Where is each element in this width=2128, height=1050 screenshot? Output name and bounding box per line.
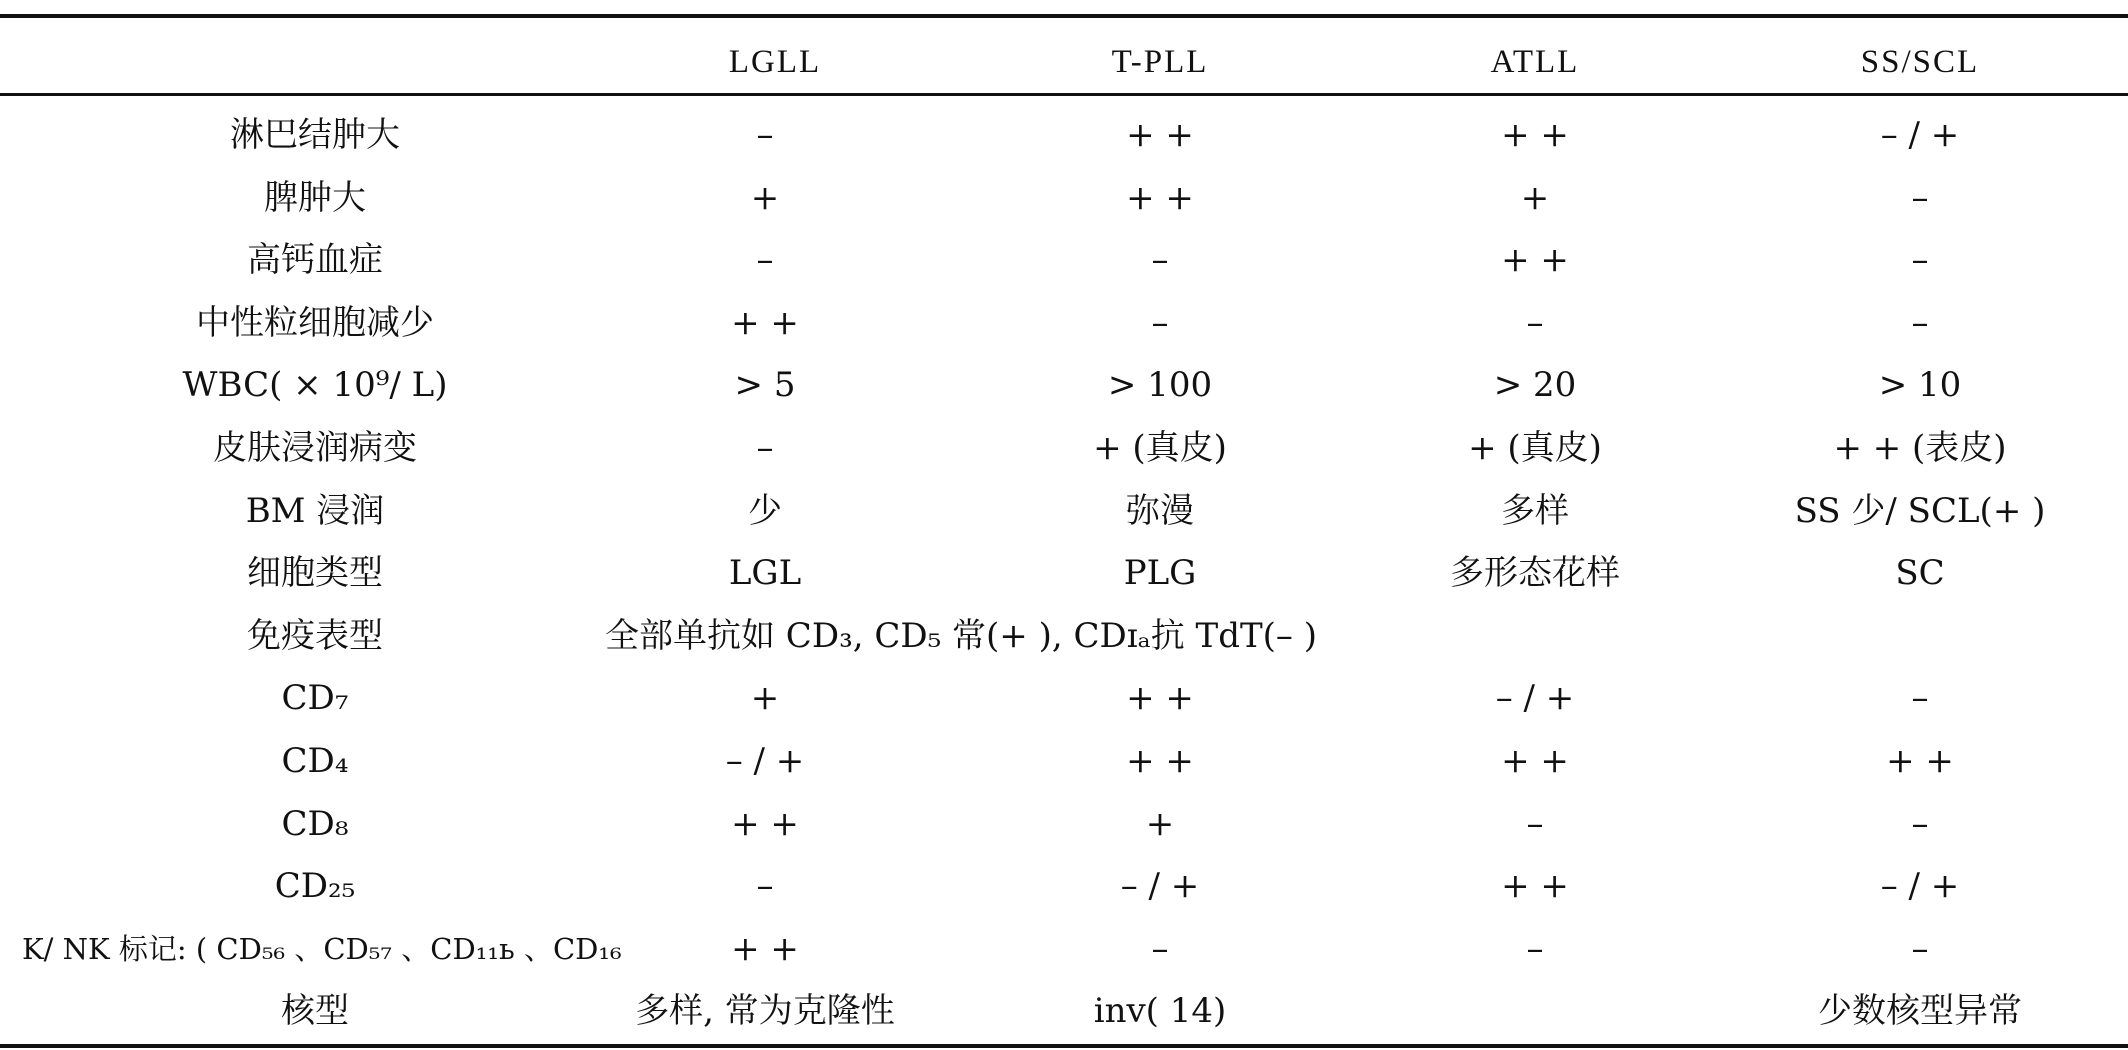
cell-atll: 多样 xyxy=(1501,490,1569,531)
cell-lgll: LGL xyxy=(728,553,802,594)
cell-lgll: – xyxy=(756,115,774,155)
cell-tpll: PLG xyxy=(1123,553,1197,594)
cell-atll: – / + xyxy=(1495,678,1575,719)
table-row xyxy=(0,542,2128,604)
cell-lgll: – xyxy=(756,428,774,468)
row-label: 皮肤浸润病变 xyxy=(213,428,417,468)
cell-ss-scl: – xyxy=(1911,928,1929,969)
table-row xyxy=(0,667,2128,729)
bottom-rule xyxy=(0,1044,2128,1048)
table-row xyxy=(0,793,2128,855)
cell-tpll: – xyxy=(1151,240,1169,281)
cell-lgll: – xyxy=(756,240,774,281)
cell-ss-scl: – xyxy=(1911,302,1929,343)
row-label: CD₈ xyxy=(281,803,349,844)
cell-ss-scl: 少数核型异常 xyxy=(1818,991,2022,1032)
row-label: 高钙血症 xyxy=(247,240,383,281)
header-lgll: LGLL xyxy=(728,44,822,80)
cell-ss-scl: – xyxy=(1911,177,1929,218)
cell-atll: + xyxy=(1520,177,1550,218)
cell-lgll: – xyxy=(756,866,774,907)
cell-lgll: – / + xyxy=(725,741,805,781)
cell-lgll: 少 xyxy=(748,490,782,531)
cell-atll: 多形态花样 xyxy=(1450,553,1620,594)
cell-tpll: inv( 14) xyxy=(1093,991,1227,1032)
table-row xyxy=(0,167,2128,229)
cell-tpll: 弥漫 xyxy=(1126,490,1194,531)
table-row xyxy=(0,918,2128,980)
cell-atll: + (真皮) xyxy=(1468,428,1602,468)
cell-ss-scl: > 10 xyxy=(1878,365,1962,406)
table-row xyxy=(0,605,2128,667)
table-row xyxy=(0,980,2128,1042)
cell-ss-scl: – / + xyxy=(1880,866,1960,907)
cell-atll xyxy=(1355,980,1715,1042)
cell-lgll: + + xyxy=(731,302,799,343)
cell-tpll: + + xyxy=(1126,741,1194,781)
cell-ss-scl: – / + xyxy=(1880,115,1960,155)
cell-tpll: > 100 xyxy=(1107,365,1213,406)
cell-ss-scl: + + (表皮) xyxy=(1833,428,2007,468)
row-label: 细胞类型 xyxy=(247,553,383,594)
table-row xyxy=(0,292,2128,354)
cell-tpll: + + xyxy=(1126,115,1194,155)
table-row xyxy=(0,730,2128,792)
row-label: 中性粒细胞减少 xyxy=(196,302,434,343)
table-row xyxy=(0,229,2128,291)
cell-atll: – xyxy=(1526,803,1544,844)
top-rule xyxy=(0,14,2128,18)
table-row xyxy=(0,104,2128,166)
row-label: 免疫表型 xyxy=(247,615,383,656)
cell-lgll: + + xyxy=(731,928,799,969)
cell-lgll: + xyxy=(750,678,780,719)
cell-atll: + + xyxy=(1501,240,1569,281)
row-label: WBC( × 10⁹/ L) xyxy=(182,365,448,406)
cell-ss-scl: + + xyxy=(1886,741,1954,781)
cell-atll: – xyxy=(1526,302,1544,343)
table-row xyxy=(0,480,2128,542)
table-row xyxy=(0,855,2128,917)
row-label: CD₇ xyxy=(281,678,349,719)
cell-ss-scl: SC xyxy=(1895,553,1945,594)
row-label: CD₂₅ xyxy=(274,866,356,907)
cell-tpll: + + xyxy=(1126,177,1194,218)
cell-ss-scl: – xyxy=(1911,803,1929,844)
header-tpll: T-PLL xyxy=(1111,44,1209,80)
row-label: 核型 xyxy=(281,991,349,1032)
row-label: K/ NK 标记: ( CD₅₆ 、CD₅₇ 、CD₁₁ь 、CD₁₆ xyxy=(22,931,622,966)
cell-tpll: – xyxy=(1151,302,1169,343)
cell-atll: > 20 xyxy=(1493,365,1577,406)
cell-atll: + + xyxy=(1501,866,1569,907)
row-span-value: 全部单抗如 CD₃, CD₅ 常(+ ), CDɪₐ抗 TdT(– ) xyxy=(605,615,1318,656)
header-atll: ATLL xyxy=(1490,44,1580,80)
cell-tpll: + (真皮) xyxy=(1093,428,1227,468)
cell-lgll: > 5 xyxy=(734,365,796,406)
clipped-table-caption xyxy=(0,0,2128,12)
cell-ss-scl: SS 少/ SCL(+ ) xyxy=(1794,490,2046,531)
row-label: 脾肿大 xyxy=(264,177,366,218)
row-label: BM 浸润 xyxy=(245,490,385,531)
header-rule xyxy=(0,93,2128,96)
table-row xyxy=(0,354,2128,416)
cell-lgll: + + xyxy=(731,803,799,844)
cell-tpll: – / + xyxy=(1120,866,1200,907)
cell-lgll: 多样, 常为克隆性 xyxy=(635,991,895,1032)
row-label: 淋巴结肿大 xyxy=(230,115,400,155)
cell-tpll: – xyxy=(1151,928,1169,969)
table-row xyxy=(0,417,2128,479)
cell-atll: + + xyxy=(1501,741,1569,781)
cell-ss-scl: – xyxy=(1911,678,1929,719)
cell-lgll: + xyxy=(750,177,780,218)
cell-tpll: + xyxy=(1145,803,1175,844)
row-label: CD₄ xyxy=(281,741,349,781)
cell-tpll: + + xyxy=(1126,678,1194,719)
header-ss-scl: SS/SCL xyxy=(1860,44,1980,80)
cell-ss-scl: – xyxy=(1911,240,1929,281)
cell-atll: + + xyxy=(1501,115,1569,155)
cell-atll: – xyxy=(1526,928,1544,969)
